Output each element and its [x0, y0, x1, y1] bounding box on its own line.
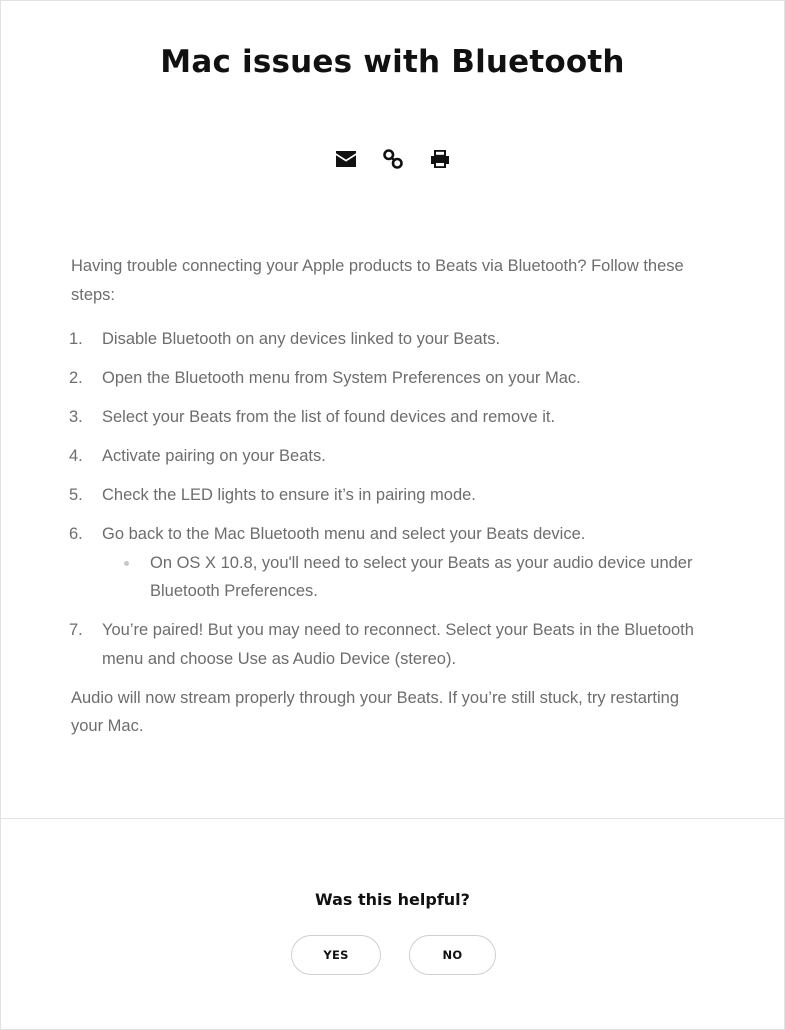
step-text: Go back to the Mac Bluetooth menu and select your Beats device.	[102, 525, 586, 543]
sub-list	[102, 549, 711, 606]
feedback-question: Was this helpful?	[315, 890, 470, 909]
no-button[interactable]: NO	[409, 935, 496, 975]
step-text: Check the LED lights to ensure it’s in pairing mode.	[102, 486, 476, 504]
step-text: Activate pairing on your Beats.	[102, 447, 326, 465]
list-item	[71, 616, 711, 673]
list-item	[71, 403, 711, 432]
step-number: 3.	[69, 408, 83, 426]
step-text: Select your Beats from the list of found devices and remove it.	[102, 408, 556, 426]
bullet-icon	[124, 561, 129, 566]
list-item	[71, 364, 711, 393]
step-text: Disable Bluetooth on any devices linked to your Beats.	[102, 330, 501, 348]
sub-item-text: On OS X 10.8, you'll need to select your Beats as your audio device under Bluetooth Preferences.	[150, 553, 693, 600]
step-number: 1.	[69, 330, 83, 348]
feedback-buttons	[291, 935, 496, 975]
article-body	[71, 252, 711, 741]
envelope-icon[interactable]	[336, 149, 356, 169]
sub-list-item	[102, 549, 711, 606]
list-item	[71, 442, 711, 471]
list-item	[71, 481, 711, 510]
step-number: 4.	[69, 447, 83, 465]
step-number: 6.	[69, 525, 83, 543]
link-icon[interactable]	[383, 149, 403, 169]
step-text: Open the Bluetooth menu from System Preferences on your Mac.	[102, 369, 581, 387]
outro-paragraph: Audio will now stream properly through your Beats. If you’re still stuck, try restarting your Mac.	[71, 688, 679, 735]
step-number: 5.	[69, 486, 83, 504]
yes-button[interactable]: YES	[291, 935, 381, 975]
printer-icon[interactable]	[430, 149, 450, 169]
step-number: 2.	[69, 369, 83, 387]
page-title: Mac issues with Bluetooth	[160, 44, 625, 80]
steps-list	[71, 325, 711, 673]
step-text: You’re paired! But you may need to reconnect. Select your Beats in the Bluetooth menu and choose Use as Audio Device (stereo).	[102, 621, 694, 668]
step-number: 7.	[69, 621, 83, 639]
section-divider	[1, 818, 784, 819]
list-item	[71, 520, 711, 606]
share-toolbar	[0, 149, 785, 169]
intro-paragraph: Having trouble connecting your Apple products to Beats via Bluetooth? Follow these steps:	[71, 257, 684, 304]
list-item	[71, 325, 711, 354]
